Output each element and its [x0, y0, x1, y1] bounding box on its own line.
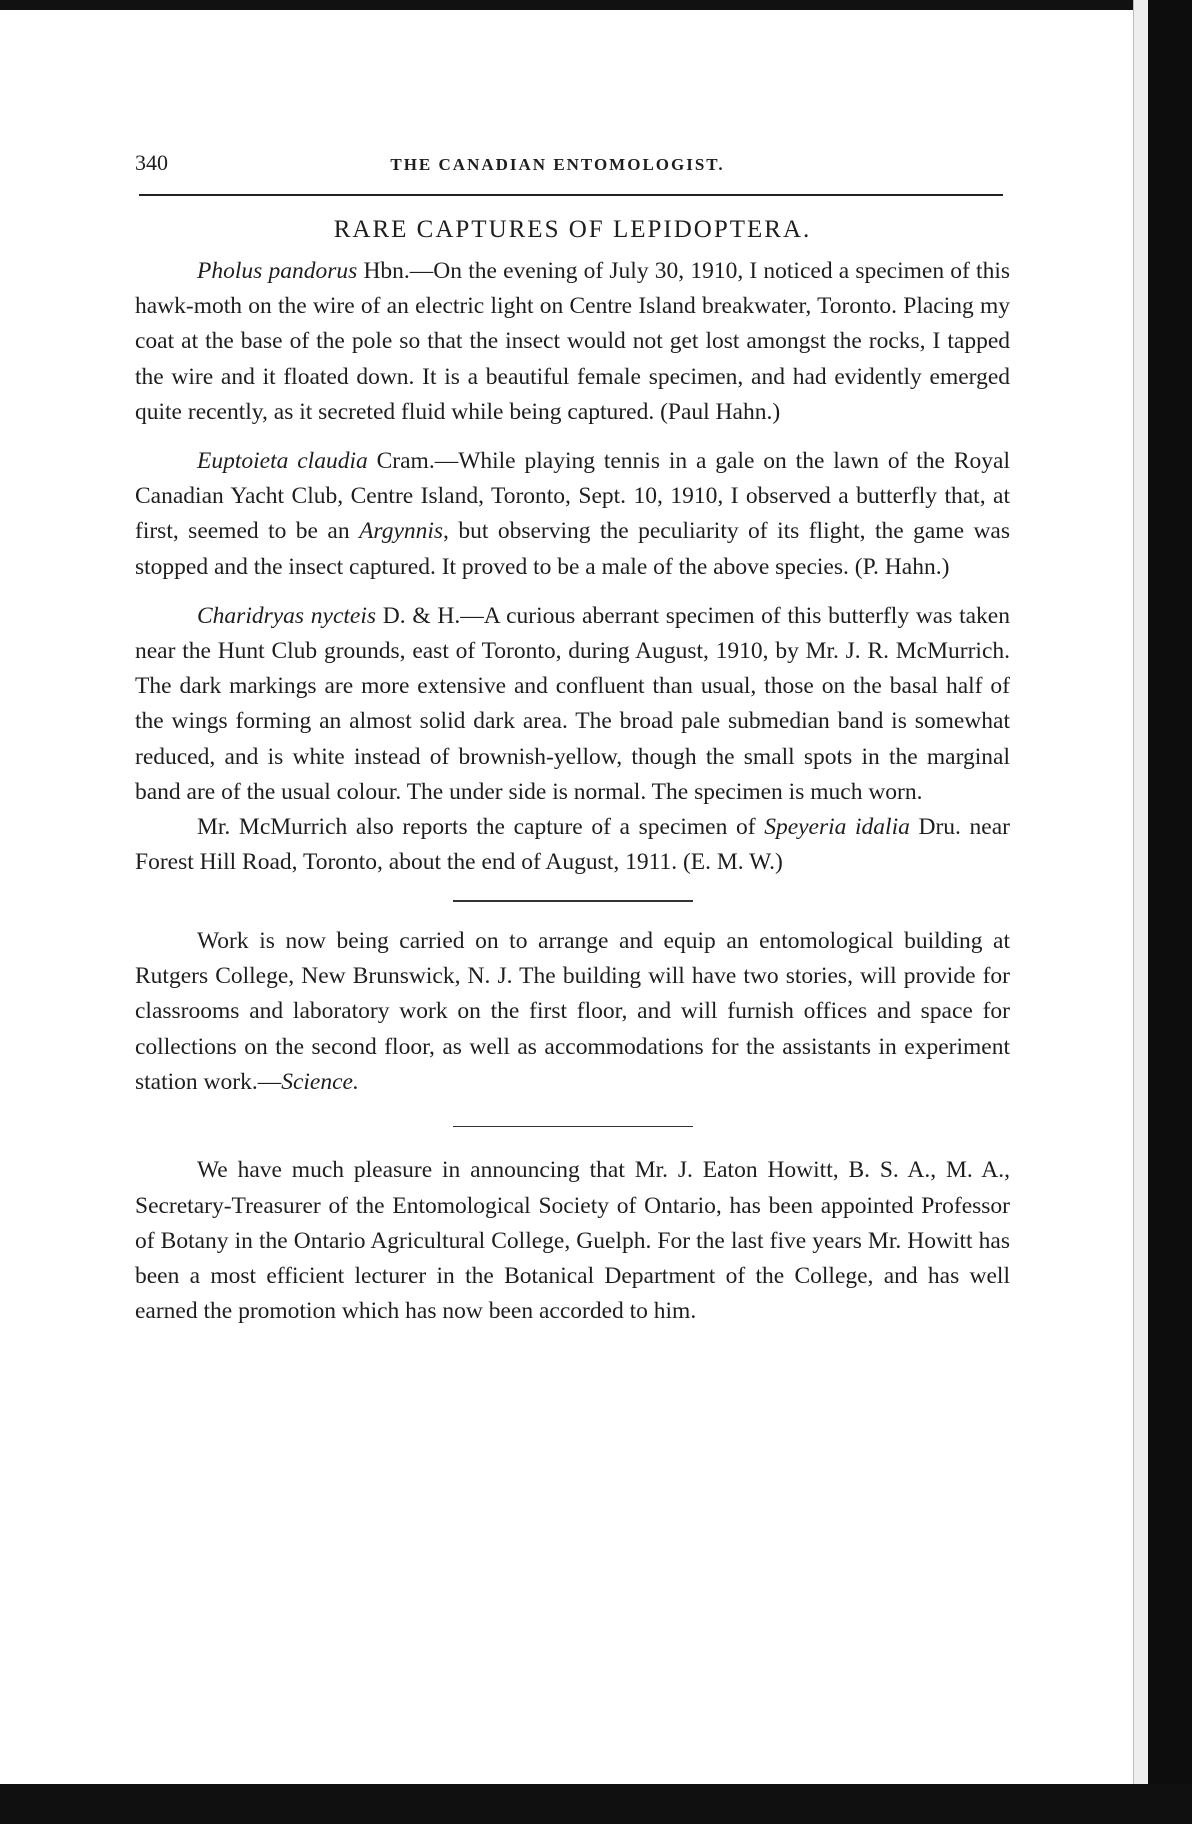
species-name: Charidryas nycteis — [197, 602, 377, 629]
species-name: Pholus pandorus — [197, 258, 358, 284]
separator-rule — [453, 900, 693, 902]
entry-text: Dru. near Forest Hill Road, Toronto, about the end of August, 1911. (E. M. W.) — [135, 814, 1010, 876]
genus-name: Argynnis — [359, 518, 444, 545]
entry-text: Cram.—While playing tennis in a gale on the lawn of the Royal Canadian Yacht Club, Centre Island, Toronto, Sept. 10, 1910, I observed a butterfly that, at first, seemed to be an — [135, 448, 1010, 545]
notice-source: Science. — [281, 1068, 359, 1095]
scan-page-edge — [1133, 0, 1148, 1824]
notice-text: We have much pleasure in announcing that Mr. J. Eaton Howitt, B. S. A., M. A., Secretary-Treasurer of the Entomological Society of Ontario, has been appointed Professor of Botany in the Ontario Agricultural College, Guelph. For the last five years Mr. Howitt has been a most efficient lecturer in the Botanical Department of the College, and has well earned the promotion which has now been accorded to him. — [135, 1157, 1010, 1325]
header-rule — [139, 194, 1003, 196]
scan-top-border — [0, 0, 1192, 10]
entry-text: D. & H.—A curious aberrant specimen of this butterfly was taken near the Hunt Club grounds, east of Toronto, during August, 1910, by Mr. J. R. McMurrich. The dark markings are more extensive and confluent than usual, those on the basal half of the wings forming an almost solid dark area. The broad pale submedian band is somewhat reduced, and is white instead of brownish-yellow, though the small spots in the marginal band are of the usual colour. The under side is normal. The specimen is much worn. — [135, 602, 1010, 805]
section-title: RARE CAPTURES OF LEPIDOPTERA. — [333, 216, 812, 243]
entry-pholus-pandorus — [135, 254, 1010, 430]
entry-text: Hbn.—On the evening of July 30, 1910, I noticed a specimen of this hawk-moth on the wire of an electric light on Centre Island breakwater, Toronto. Placing my coat at the base of the pole so that the insect would not get lost amongst the rocks, I tapped the wire and it floated down. It is a beautiful female specimen, and had evidently emerged quite recently, as it secreted fluid while being captured. (Paul Hahn.) — [135, 258, 1010, 425]
entry-charidryas-nycteis — [135, 599, 1010, 810]
entry-euptoieta-claudia — [135, 444, 1010, 585]
separator-rule — [453, 1126, 693, 1128]
document-page — [135, 150, 1010, 1329]
scan-bottom-border — [0, 1784, 1192, 1824]
notice-text: Work is now being carried on to arrange and equip an entomological building at Rutgers College, New Brunswick, N. J. The building will have two stories, will provide for classrooms and laboratory work on the first floor, and will furnish offices and space for collections on the second floor, as well as accommodations for the assistants in experiment station work.— — [135, 927, 1010, 1095]
entry-text: , but observing the peculiarity of its flight, the game was stopped and the insect captured. It proved to be a male of the above species. (P. Hahn.) — [135, 518, 1010, 580]
scan-right-border — [1148, 0, 1192, 1824]
page-number: 340 — [135, 150, 168, 175]
journal-title: THE CANADIAN ENTOMOLOGIST. — [390, 155, 725, 174]
notice-rutgers — [135, 924, 1010, 1100]
notice-howitt — [135, 1153, 1010, 1329]
running-head — [135, 150, 1010, 184]
species-name: Euptoieta claudia — [197, 448, 368, 475]
species-name: Speyeria idalia — [764, 814, 910, 841]
entry-speyeria-idalia — [135, 810, 1010, 880]
entry-text: Mr. McMurrich also reports the capture of a specimen of — [197, 814, 765, 841]
